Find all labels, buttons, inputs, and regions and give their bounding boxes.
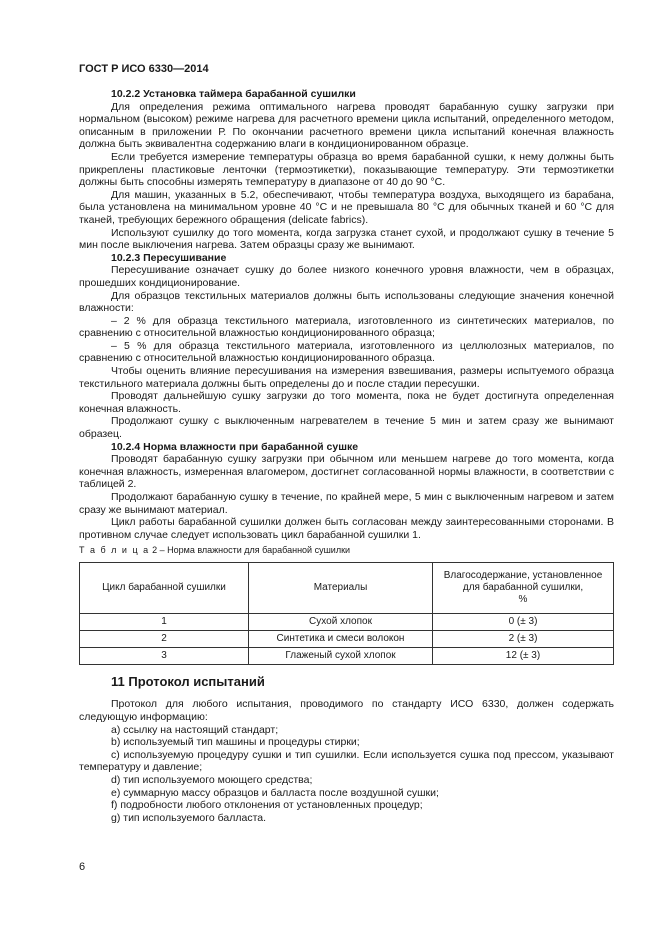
- cell-material: Сухой хлопок: [249, 614, 433, 631]
- section-11-heading: 11 Протокол испытаний: [111, 674, 265, 690]
- paragraph: Чтобы оценить влияние пересушивания на измерения взвешивания, размеры испытуемого образца текстильного материала должны быть определены до и после стадии пересушки.: [79, 365, 614, 390]
- cell-moisture: 2 (± 3): [433, 631, 614, 648]
- section-10-2-3-heading: 10.2.3 Пересушивание: [111, 251, 227, 264]
- table-header-row: [80, 563, 614, 614]
- column-header-cycle: Цикл барабанной сушилки: [80, 563, 249, 614]
- paragraph: Проводят дальнейшую сушку загрузки до того момента, пока не будет достигнута определенная конечная влажность.: [79, 390, 614, 415]
- table-row: [80, 614, 614, 631]
- page-number: 6: [79, 861, 86, 873]
- list-item: d) тип используемого моющего средства;: [111, 773, 313, 786]
- column-header-moisture-line1: Влагосодержание, установленное: [443, 570, 603, 582]
- table-caption-label: Т а б л и ц а: [79, 545, 150, 556]
- section-10-2-4-heading: 10.2.4 Норма влажности при барабанной сушке: [111, 440, 359, 453]
- column-header-materials: Материалы: [249, 563, 433, 614]
- list-item: c) используемую процедуру сушки и тип сушилки. Если используется сушка под прессом, указывают температуру и давление;: [79, 748, 614, 774]
- cell-cycle: 3: [80, 648, 249, 665]
- section-10-2-2-heading: 10.2.2 Установка таймера барабанной сушилки: [111, 88, 356, 100]
- list-item: g) тип используемого балласта.: [111, 811, 267, 824]
- document-body: [79, 88, 614, 824]
- paragraph: Продолжают сушку с выключенным нагревателем в течение 5 мин и затем сразу же вынимают образец.: [79, 415, 614, 441]
- paragraph: Проводят барабанную сушку загрузки при обычном или меньшем нагреве до того момента, когда конечная влажность, измеренная влагомером, достигнет согласованной нормы влажности, в соответствии с таблицей 2.: [79, 453, 614, 491]
- table-caption-text: 2 – Норма влажности для барабанной сушилки: [149, 545, 351, 556]
- cell-material: Глаженый сухой хлопок: [249, 648, 433, 665]
- moisture-table: [79, 562, 614, 665]
- paragraph: – 5 % для образца текстильного материала, изготовленного из целлюлозных материалов, по сравнению с относительной влажностью кондиционированного образца.: [79, 339, 614, 365]
- paragraph: Протокол для любого испытания, проводимого по стандарту ИСО 6330, должен содержать следующую информацию:: [79, 698, 614, 723]
- paragraph: – 2 % для образца текстильного материала, изготовленного из синтетических материалов, по сравнению с относительной влажностью кондиционированного образца;: [79, 314, 614, 340]
- column-header-moisture-line3: %: [518, 594, 528, 606]
- cell-moisture: 0 (± 3): [433, 614, 614, 631]
- list-item: а) ссылку на настоящий стандарт;: [111, 723, 279, 736]
- list-item: e) суммарную массу образцов и балласта после воздушной сушки;: [111, 786, 439, 799]
- paragraph: Для машин, указанных в 5.2, обеспечивают, чтобы температура воздуха, выходящего из барабана, была установлена на минимальном уровне 40 °С и не превышала 80 °С для обычных тканей и 60 °С для тканей, требующих бережного обращения (delicate fabrics).: [79, 188, 614, 226]
- list-item: b) используемый тип машины и процедуры стирки;: [111, 736, 360, 749]
- cell-cycle: 1: [80, 614, 249, 631]
- cell-moisture: 12 (± 3): [433, 648, 614, 665]
- table-row: [80, 648, 614, 665]
- column-header-moisture: [433, 563, 614, 614]
- cell-material: Синтетика и смеси волокон: [249, 631, 433, 648]
- paragraph: Пересушивание означает сушку до более низкого конечного уровня влажности, чем в образцах, прошедших кондиционирование.: [79, 264, 614, 289]
- column-header-moisture-line2: для барабанной сушилки,: [462, 582, 584, 594]
- paragraph: Если требуется измерение температуры образца во время барабанной сушки, к нему должны быть прикреплены пластиковые ленточки (термоэтикетки), показывающие температуру. Эти термоэтикетки должны быть способны измерять температуру в диапазоне от 40 до 90 °С.: [79, 150, 614, 189]
- document-header: ГОСТ Р ИСО 6330—2014: [79, 63, 209, 75]
- paragraph: Продолжают барабанную сушку в течение, по крайней мере, 5 мин с выключенным нагревом и затем сразу же вынимают материал.: [79, 491, 614, 516]
- cell-cycle: 2: [80, 631, 249, 648]
- table-row: [80, 631, 614, 648]
- table-caption: [79, 545, 614, 556]
- paragraph: Используют сушилку до того момента, когда загрузка станет сухой, и продолжают сушку в течение 5 мин после выключения нагрева. Затем образцы сразу же вынимают.: [79, 226, 614, 252]
- paragraph: Для определения режима оптимального нагрева проводят барабанную сушку загрузки при нормальном (высоком) режиме нагрева для расчетного времени цикла испытаний, определенного методом, описанным в приложении Р. По окончании расчетного времени цикла испытаний конечная влажность должна быть эквивалентна содержанию влаги в кондиционированном образце.: [79, 100, 614, 151]
- paragraph: Для образцов текстильных материалов должны быть использованы следующие значения конечной влажности:: [79, 289, 614, 315]
- list-item: f) подробности любого отклонения от установленных процедур;: [111, 799, 423, 812]
- paragraph: Цикл работы барабанной сушилки должен быть согласован между заинтересованными сторонами. В противном случае следует использовать цикл барабанной сушилки 1.: [79, 516, 614, 541]
